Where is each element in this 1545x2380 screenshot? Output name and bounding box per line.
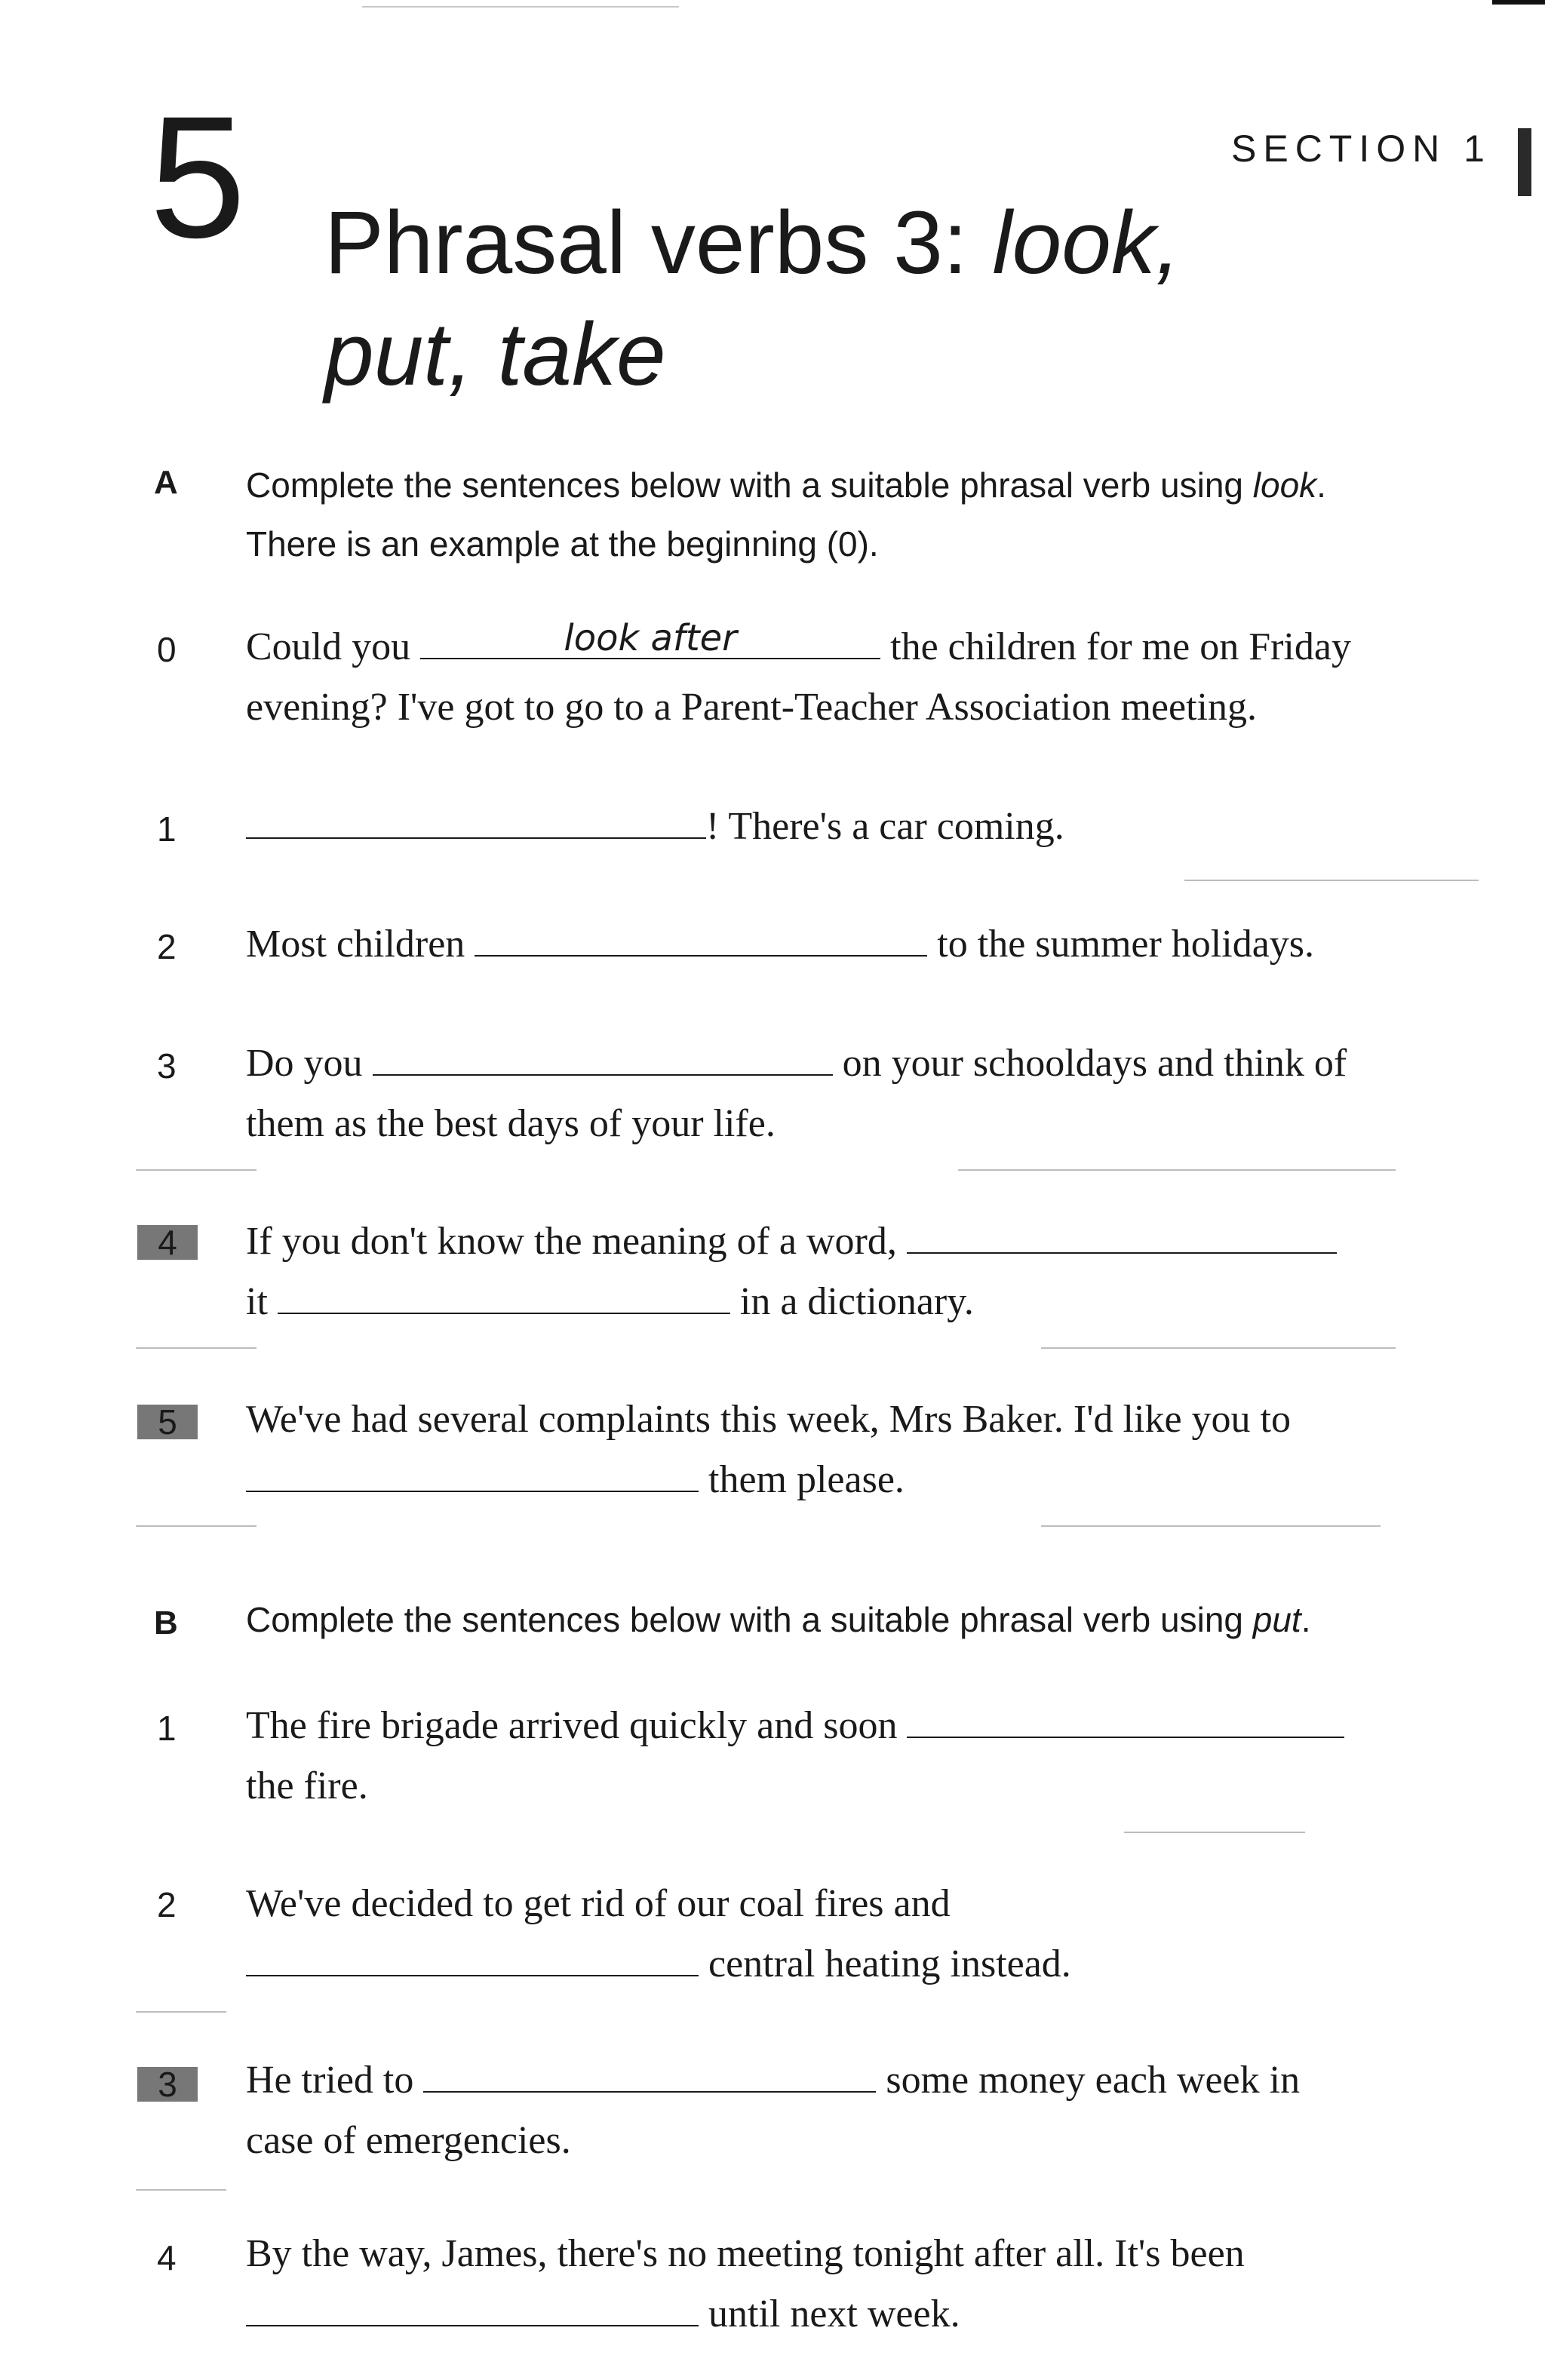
separator-line [136, 1169, 256, 1171]
answer-blank[interactable] [907, 1213, 1337, 1254]
separator-line [1041, 1347, 1396, 1349]
answer-blank[interactable] [373, 1035, 833, 1076]
separator-line [958, 1169, 1396, 1171]
section-label: SECTION 1 [1231, 127, 1491, 170]
title-verbs-put-take: put, take [324, 305, 666, 404]
item-b4-text: By the way, James, there's no meeting tonight after all. It's been until next week. [246, 2232, 1245, 2335]
task-a-letter: A [154, 464, 178, 501]
scan-artifact-top-rule [362, 6, 679, 8]
chapter-number: 5 [149, 80, 246, 274]
task-b-letter: B [154, 1605, 178, 1641]
answer-blank[interactable] [420, 619, 880, 659]
item-b1-text: The fire brigade arrived quickly and soon the fire. [246, 1696, 1483, 1816]
item-b4-number: 4 [157, 2238, 177, 2277]
answer-blank[interactable] [246, 798, 706, 839]
separator-line [136, 1525, 256, 1527]
item-b3-number: 3 [137, 2067, 198, 2102]
item-a3-text: Do you on your schooldays and think of them as the best days of your life. [246, 1033, 1483, 1154]
item-a2-number: 2 [157, 927, 177, 966]
task-a-instructions: Complete the sentences below with a suitable phrasal verb using look. There is an example at the beginning (0). [246, 465, 1326, 564]
answer-blank[interactable] [278, 1273, 730, 1314]
item-b2-text: We've decided to get rid of our coal fires and central heating instead. [246, 1882, 1071, 1985]
task-b-instructions: Complete the sentences below with a suitable phrasal verb using put. [246, 1600, 1311, 1639]
instruction-verb: put [1252, 1600, 1301, 1639]
answer-blank[interactable] [246, 1936, 699, 1976]
item-a0-number: 0 [157, 630, 177, 669]
title-verb-look: look, [992, 193, 1181, 293]
separator-line [1184, 880, 1479, 881]
title-plain: Phrasal verbs 3: [324, 193, 993, 293]
item-a3-number: 3 [157, 1046, 177, 1086]
instruction-verb: look [1252, 465, 1317, 505]
answer-blank[interactable] [246, 1451, 699, 1492]
answer-blank[interactable] [907, 1697, 1344, 1738]
separator-line [1041, 1525, 1381, 1527]
item-a1-number: 1 [157, 809, 177, 849]
item-a1-text: ! There's a car coming. [246, 797, 1483, 857]
separator-line [136, 2011, 226, 2013]
item-a2-text: Most children to the summer holidays. [246, 914, 1483, 975]
answer-blank[interactable] [475, 916, 927, 957]
item-a0-text: Could you look after the children for me on Friday evening? I've got to go to a Parent-Teacher Association meeting. [246, 617, 1351, 729]
item-a5-number: 5 [137, 1405, 198, 1439]
item-a4-text: If you don't know the meaning of a word, it in a dictionary. [246, 1211, 1483, 1332]
page-title [324, 187, 1501, 410]
separator-line [136, 1347, 256, 1349]
scan-artifact-corner [1492, 0, 1545, 5]
item-a4-number: 4 [137, 1225, 198, 1260]
item-b2-number: 2 [157, 1885, 177, 1924]
answer-blank[interactable] [423, 2052, 876, 2093]
separator-line [1124, 1832, 1305, 1833]
separator-line [136, 2189, 226, 2191]
item-b1-number: 1 [157, 1709, 177, 1748]
example-answer: look after [564, 617, 737, 659]
item-b3-text: He tried to some money each week in case of emergencies. [246, 2050, 1483, 2171]
answer-blank[interactable] [246, 2286, 699, 2326]
item-a5-text: We've had several complaints this week, Mrs Baker. I'd like you to them please. [246, 1398, 1291, 1501]
section-tab-marker [1518, 128, 1531, 196]
